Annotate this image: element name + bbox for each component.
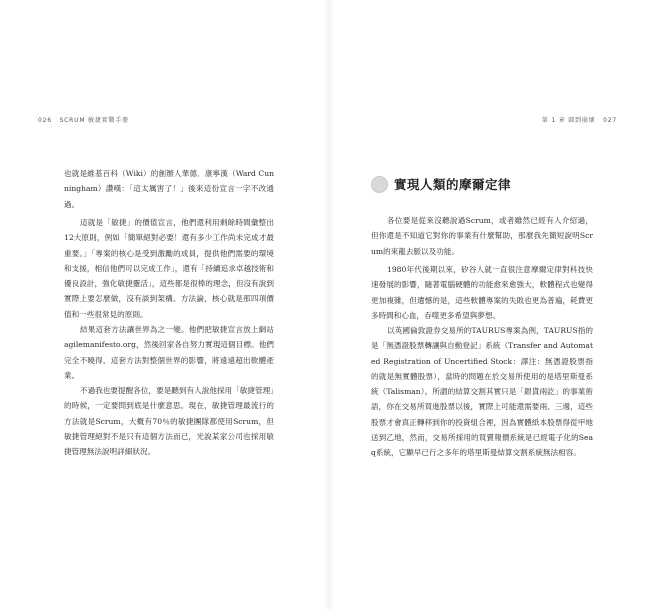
chapter-label: 第 1 章	[541, 117, 566, 124]
chapter-title: 圓到崩壞	[568, 117, 596, 124]
section-heading	[371, 175, 511, 193]
section-heading-text: 實現人類的摩爾定律	[394, 177, 512, 192]
left-paragraph-2: 這就是「敏捷」的價值宣言，他們還利用剩餘時間彙整出12大原則，例如「簡單絕對必要！還有多少工作尚未完成才最重要。」「專案的核心是受到激勵的成員，提供他們需要的環境和支援，相信他們可以完成工作」，還有「持續追求卓越技術和優良設計，強化敏捷靈活」，這些都是很棒的理念，但沒有說到實際上要怎麼做，沒有談到架構、方法論，核心就是那四項價值和一些很常見的原則。	[64, 218, 274, 319]
right-page-number: 027	[603, 117, 617, 124]
left-paragraph-1: 也就是維基百科（Wiki）的創辦人華德．康寧漢（Ward Cunningham）讚嘆：「這太厲害了！」後來這份宣言一字不改通過。	[64, 169, 274, 209]
left-page-number: 026	[38, 117, 52, 124]
right-paragraph-2: 1980年代後期以來，矽谷人就一直很注意摩爾定律對科技快速發展的影響，隨著電腦硬體的功能愈來愈強大，軟體程式也變得更加複雜，但遺憾的是，這些軟體專案的失敗也更為普遍，耗費更多時間和心血，吞噬更多希望與夢想。	[371, 265, 593, 320]
book-gutter-shadow	[324, 0, 334, 609]
heading-bullet-icon	[371, 176, 388, 193]
left-running-title: SCRUM 敏捷實戰手冊	[59, 117, 129, 124]
right-paragraph-1: 各位要是從來沒聽說過Scrum，或者雖然已經有人介紹過，但你還是不知道它對你的事業有什麼幫助，那麼我先簡短說明Scrum的來龍去脈以及功能。	[371, 216, 593, 256]
right-paragraph-3: 以英國倫敦證券交易所的TAURUS專案為例，TAURUS指的是「無憑證股票轉讓與自動登記」系統（Transfer and Automated Registration of Uncertified Stock：譯注：無憑證股票指的就是無實體股票），當時的問題在於交易所使用的是塔里斯曼系統（Talisman）。所謂的結算交割其實只是「銀貨兩訖」的事業術語，你在交易所買進股票以後，實際上可能還需要兩、三週，這些股票才會真正轉移到你的投資組合裡，因為實體紙本股票得從甲地送到乙地，然而，交易所採用的買賣報價系統是已經電子化的Seaq系統，它顯早已行之多年的塔里斯曼結算交割系統無法相容。	[371, 326, 593, 458]
right-page-header	[542, 115, 617, 124]
left-page-header	[38, 115, 129, 124]
left-paragraph-4: 不過我也要提醒各位，要是聽到有人說他採用「敏捷管理」的時候，一定要問到底是什麼意思。現在，敏捷管理最流行的方法就是Scrum，大概有70％的敏捷團隊都使用Scrum，但敏捷管理絕對不是只有這個方法而已，光說某家公司也採用敏捷管理無法說明詳細狀況。	[64, 386, 274, 457]
left-paragraph-3: 結果這套方法讓世界為之一變。他們把敏捷宣言放上網站agilemanifesto.org，然後回家各自努力實現這個目標。他們完全不曉得，這套方法對整個世界的影響，將遠遠超出軟體產業。	[64, 325, 274, 380]
